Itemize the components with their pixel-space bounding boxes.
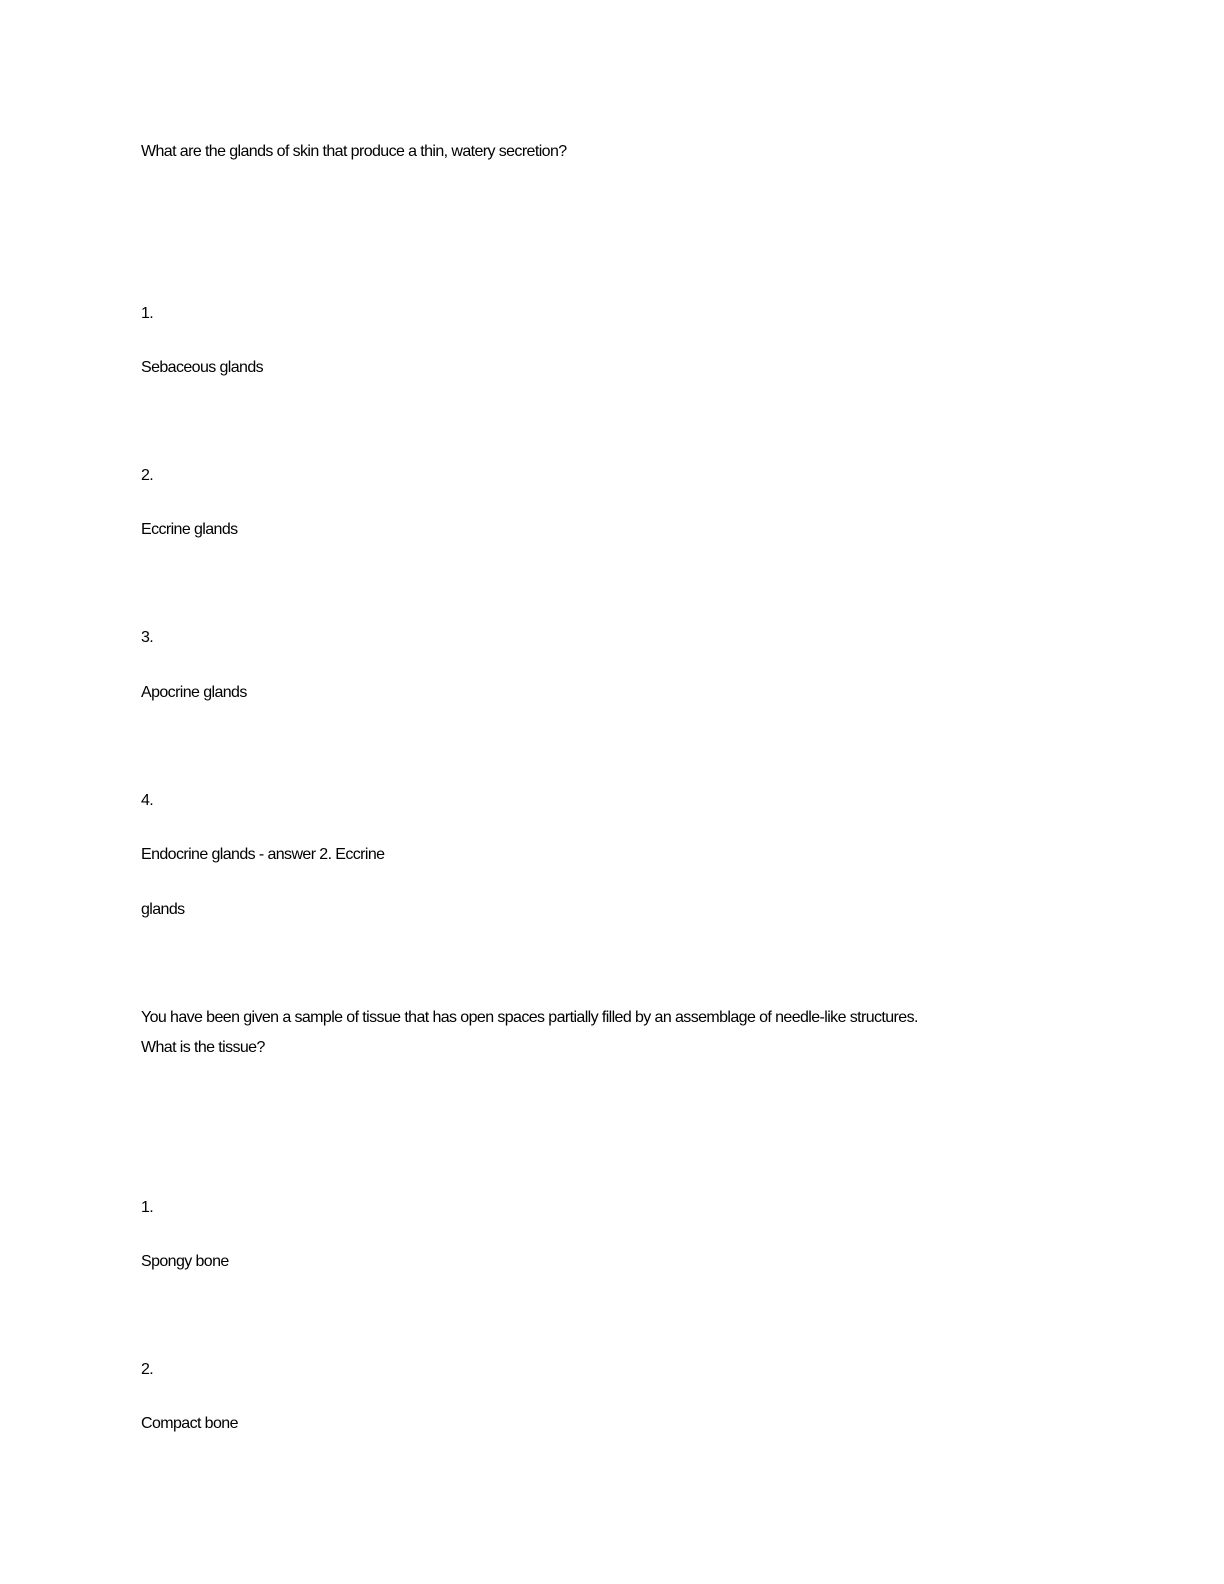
q1-option-4-text: Endocrine glands - answer 2. Eccrine: [141, 846, 385, 863]
q1-option-2-text: Eccrine glands: [141, 521, 238, 538]
question-1-text: What are the glands of skin that produce a thin, watery secretion?: [141, 143, 567, 160]
q1-answer-continuation: glands: [141, 901, 185, 918]
q2-option-2-text: Compact bone: [141, 1415, 238, 1432]
question-2-text-line-1: You have been given a sample of tissue that has open spaces partially filled by an assemblage of needle-like structures.: [141, 1009, 918, 1026]
q2-option-1-number: 1.: [141, 1199, 154, 1216]
q2-option-1-text: Spongy bone: [141, 1253, 229, 1270]
q1-option-3-number: 3.: [141, 629, 154, 646]
q2-option-2-number: 2.: [141, 1361, 154, 1378]
q1-option-3-text: Apocrine glands: [141, 684, 247, 701]
q1-option-4-number: 4.: [141, 792, 154, 809]
q1-option-1-number: 1.: [141, 305, 154, 322]
q1-option-1-text: Sebaceous glands: [141, 359, 264, 376]
question-2-text-line-2: What is the tissue?: [141, 1039, 265, 1056]
q1-option-2-number: 2.: [141, 467, 154, 484]
